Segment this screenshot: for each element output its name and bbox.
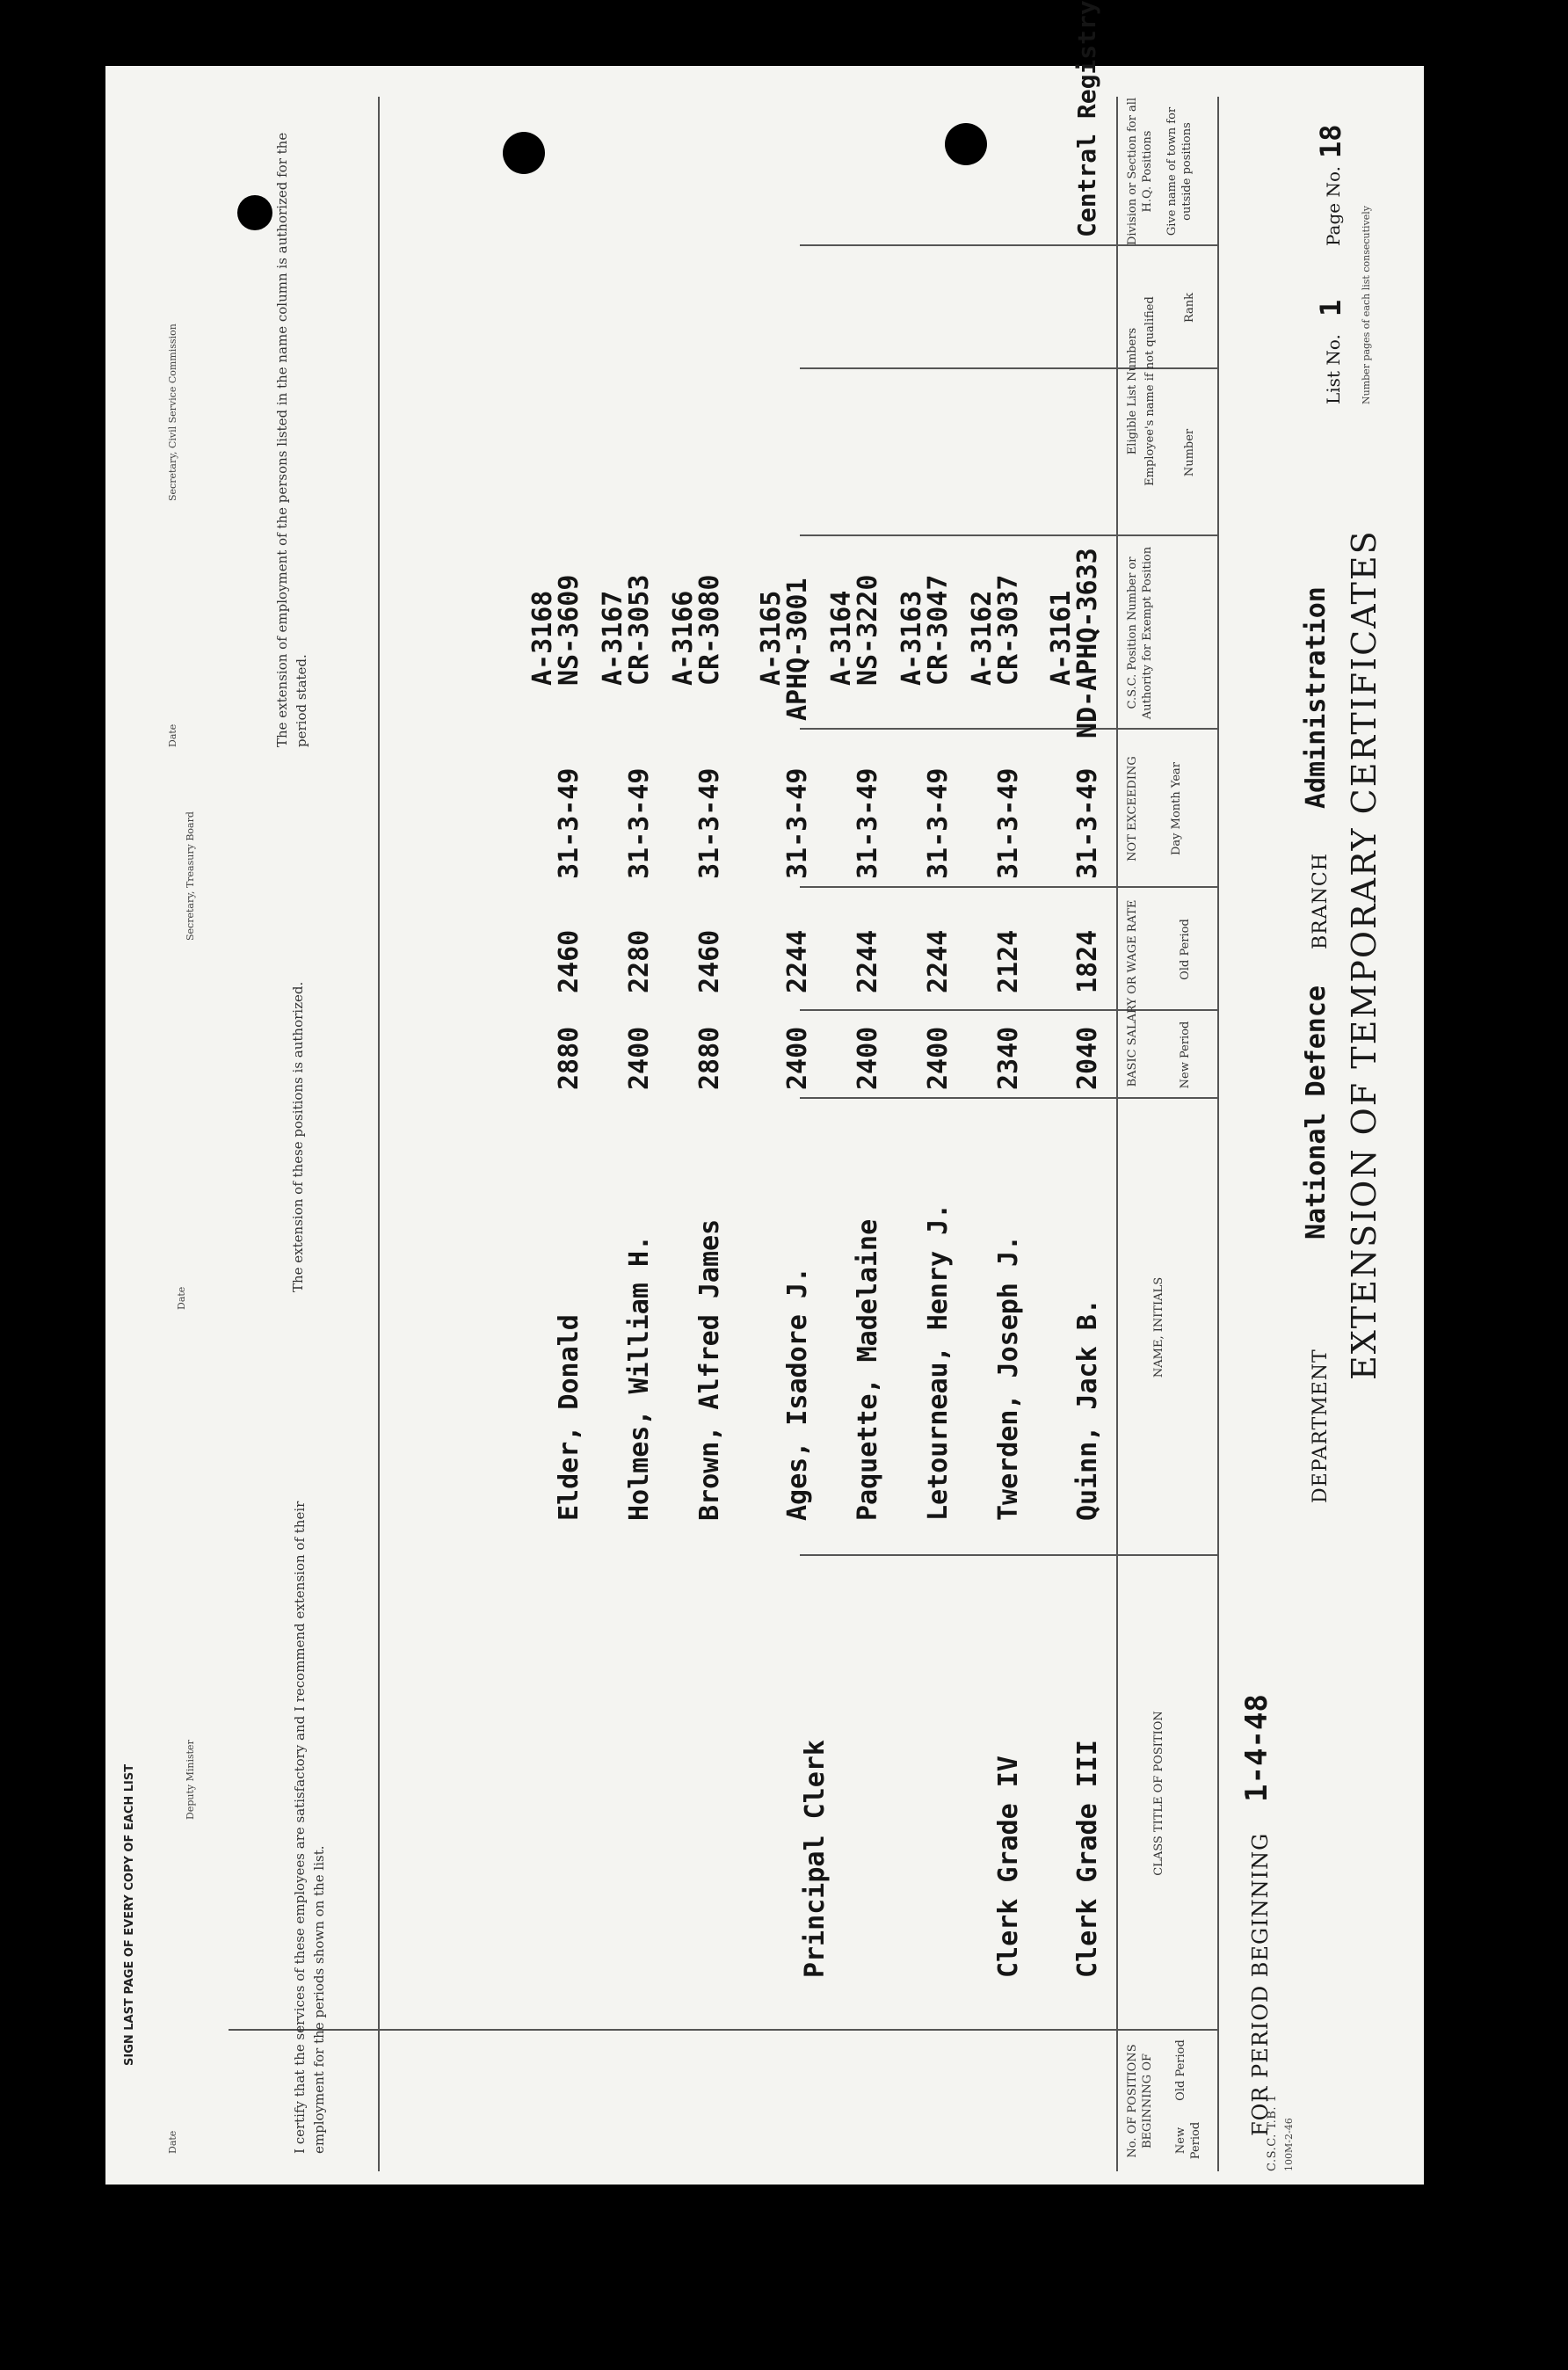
hdr-positions: No. OF POSITIONS BEGINNING OF (1126, 2044, 1154, 2158)
row-csc-2: A-3168 (527, 590, 558, 686)
row-name: Letourneau, Henry J. (923, 1203, 954, 1521)
row-name: Paquette, Madelaine (853, 1218, 883, 1521)
footer-rule (378, 97, 380, 2171)
row-salary-new: 2340 (993, 1026, 1024, 1090)
row-csc-1: CR-3053 (624, 574, 655, 686)
numbering-note: Number pages of each list consecutively (1361, 206, 1372, 404)
department-label: DEPARTMENT (1310, 1349, 1332, 1503)
row-name: Holmes, William H. (624, 1234, 655, 1521)
row-salary-old: 2244 (853, 929, 883, 993)
sign-note: SIGN LAST PAGE OF EVERY COPY OF EACH LIST (123, 1763, 136, 2066)
hdr-pos-old: Old Period (1174, 2039, 1187, 2101)
row-date: 31-3-49 (993, 767, 1024, 879)
row-date: 31-3-49 (782, 767, 813, 879)
row-date: 31-3-49 (694, 767, 725, 879)
row-date: 31-3-49 (923, 767, 954, 879)
row-csc-1: APHQ-3001 (782, 578, 813, 721)
rotated-form (114, 0, 1415, 2171)
date-label: Date (176, 1286, 187, 1310)
class-title: Principal Clerk (800, 1740, 831, 1978)
row-csc-2: A-3167 (598, 590, 628, 686)
row-csc-2: A-3163 (897, 590, 927, 686)
csc-secretary-label: Secretary, Civil Service Commission (167, 324, 178, 501)
form-title: EXTENSION OF TEMPORARY CERTIFICATES (1345, 529, 1383, 1380)
hdr-sal-old: Old Period (1179, 919, 1192, 980)
hdr-csc: C.S.C. Position Number or Authority for Exempt Position (1126, 546, 1154, 720)
row-date: 31-3-49 (624, 767, 655, 879)
table-top-rule (1217, 97, 1219, 2171)
row-salary-old: 1824 (1072, 929, 1103, 993)
hdr-date-parts: Day Month Year (1170, 762, 1183, 855)
form-code-2: 100M-2-46 (1283, 2118, 1295, 2171)
row-salary-new: 2400 (782, 1026, 813, 1090)
treasury-label: Secretary, Treasury Board (185, 811, 196, 941)
page-label: Page No. (1323, 165, 1344, 246)
row-salary-old: 2460 (554, 929, 584, 993)
header-rule (1116, 97, 1118, 2171)
row-salary-new: 2040 (1072, 1026, 1103, 1090)
list-label: List No. (1323, 334, 1344, 404)
hdr-not-exceeding: NOT EXCEEDING (1126, 756, 1139, 861)
row-salary-new: 2400 (923, 1026, 954, 1090)
hdr-eligible-sub: Employee's name if not qualified (1143, 296, 1157, 486)
date-label: Date (167, 723, 178, 747)
row-csc-2: A-3162 (967, 590, 998, 686)
col-divider (800, 1009, 1217, 1011)
row-csc-2: A-3166 (668, 590, 699, 686)
branch-value: Administration (1301, 586, 1332, 809)
hdr-eligible: Eligible List Numbers (1126, 327, 1139, 455)
row-salary-new: 2400 (624, 1026, 655, 1090)
hdr-division: Division or Section for all H.Q. Positions (1126, 97, 1154, 246)
row-csc-1: NS-3609 (554, 574, 584, 686)
row-salary-old: 2244 (782, 929, 813, 993)
col-divider (800, 886, 1217, 888)
hdr-division-sub: Give name of town for outside positions (1165, 106, 1194, 236)
page-value: 18 (1314, 124, 1347, 158)
deputy-minister-label: Deputy Minister (185, 1740, 196, 1820)
extension-note: The extension of employment of the persons listed in the name column is authorized for the period stated. (274, 132, 309, 747)
form-code: C.S.C. T.B. 1 (1266, 2094, 1279, 2171)
period-label: FOR PERIOD BEGINNING (1248, 1832, 1273, 2136)
row-salary-new: 2400 (853, 1026, 883, 1090)
hdr-elig-rank: Rank (1183, 292, 1196, 324)
row-csc-1: CR-3037 (993, 574, 1024, 686)
hdr-sal-new: New Period (1179, 1021, 1192, 1089)
row-csc-2: A-3161 (1046, 590, 1077, 686)
hdr-elig-number: Number (1183, 428, 1196, 477)
row-csc-1: CR-3047 (923, 574, 954, 686)
date-label: Date (167, 2130, 178, 2154)
hdr-salary: BASIC SALARY OR WAGE RATE (1126, 899, 1139, 1087)
row-salary-old: 2244 (923, 929, 954, 993)
row-salary-new: 2880 (554, 1026, 584, 1090)
row-salary-old: 2460 (694, 929, 725, 993)
branch-label: BRANCH (1310, 853, 1332, 949)
row-name: Quinn, Jack B. (1072, 1298, 1103, 1521)
row-date: 31-3-49 (853, 767, 883, 879)
hdr-name: NAME, INITIALS (1152, 1276, 1165, 1378)
row-csc-2: A-3165 (756, 590, 787, 686)
class-title: Clerk Grade III (1072, 1740, 1103, 1978)
certify-text: I certify that the services of these employees are satisfactory and I recommend extension of their employment for the periods shown on the list. (292, 1501, 327, 2154)
row-date: 31-3-49 (554, 767, 584, 879)
row-date: 31-3-49 (1072, 767, 1103, 879)
authorized-text: The extension of these positions is authorized. (290, 981, 306, 1292)
col-divider (229, 2029, 1217, 2031)
row-name: Twerden, Joseph J. (993, 1234, 1024, 1521)
hdr-pos-new: New Period (1174, 2121, 1202, 2160)
list-value: 1 (1314, 299, 1347, 316)
row-name: Brown, Alfred James (694, 1218, 725, 1521)
row-salary-old: 2124 (993, 929, 1024, 993)
hdr-class-title: CLASS TITLE OF POSITION (1152, 1711, 1165, 1876)
row-csc-1: ND-APHQ-3633 (1072, 548, 1103, 738)
row-name: Ages, Isadore J. (782, 1267, 813, 1521)
division-value: Central Registry (1072, 0, 1101, 237)
period-value: 1-4-48 (1239, 1694, 1274, 1802)
class-title: Clerk Grade IV (993, 1756, 1024, 1978)
row-csc-2: A-3164 (826, 590, 857, 686)
department-value: National Defence (1301, 985, 1332, 1240)
row-salary-new: 2880 (694, 1026, 725, 1090)
row-salary-old: 2280 (624, 929, 655, 993)
row-csc-1: CR-3080 (694, 574, 725, 686)
row-name: Elder, Donald (554, 1314, 584, 1521)
row-csc-1: NS-3220 (853, 574, 883, 686)
